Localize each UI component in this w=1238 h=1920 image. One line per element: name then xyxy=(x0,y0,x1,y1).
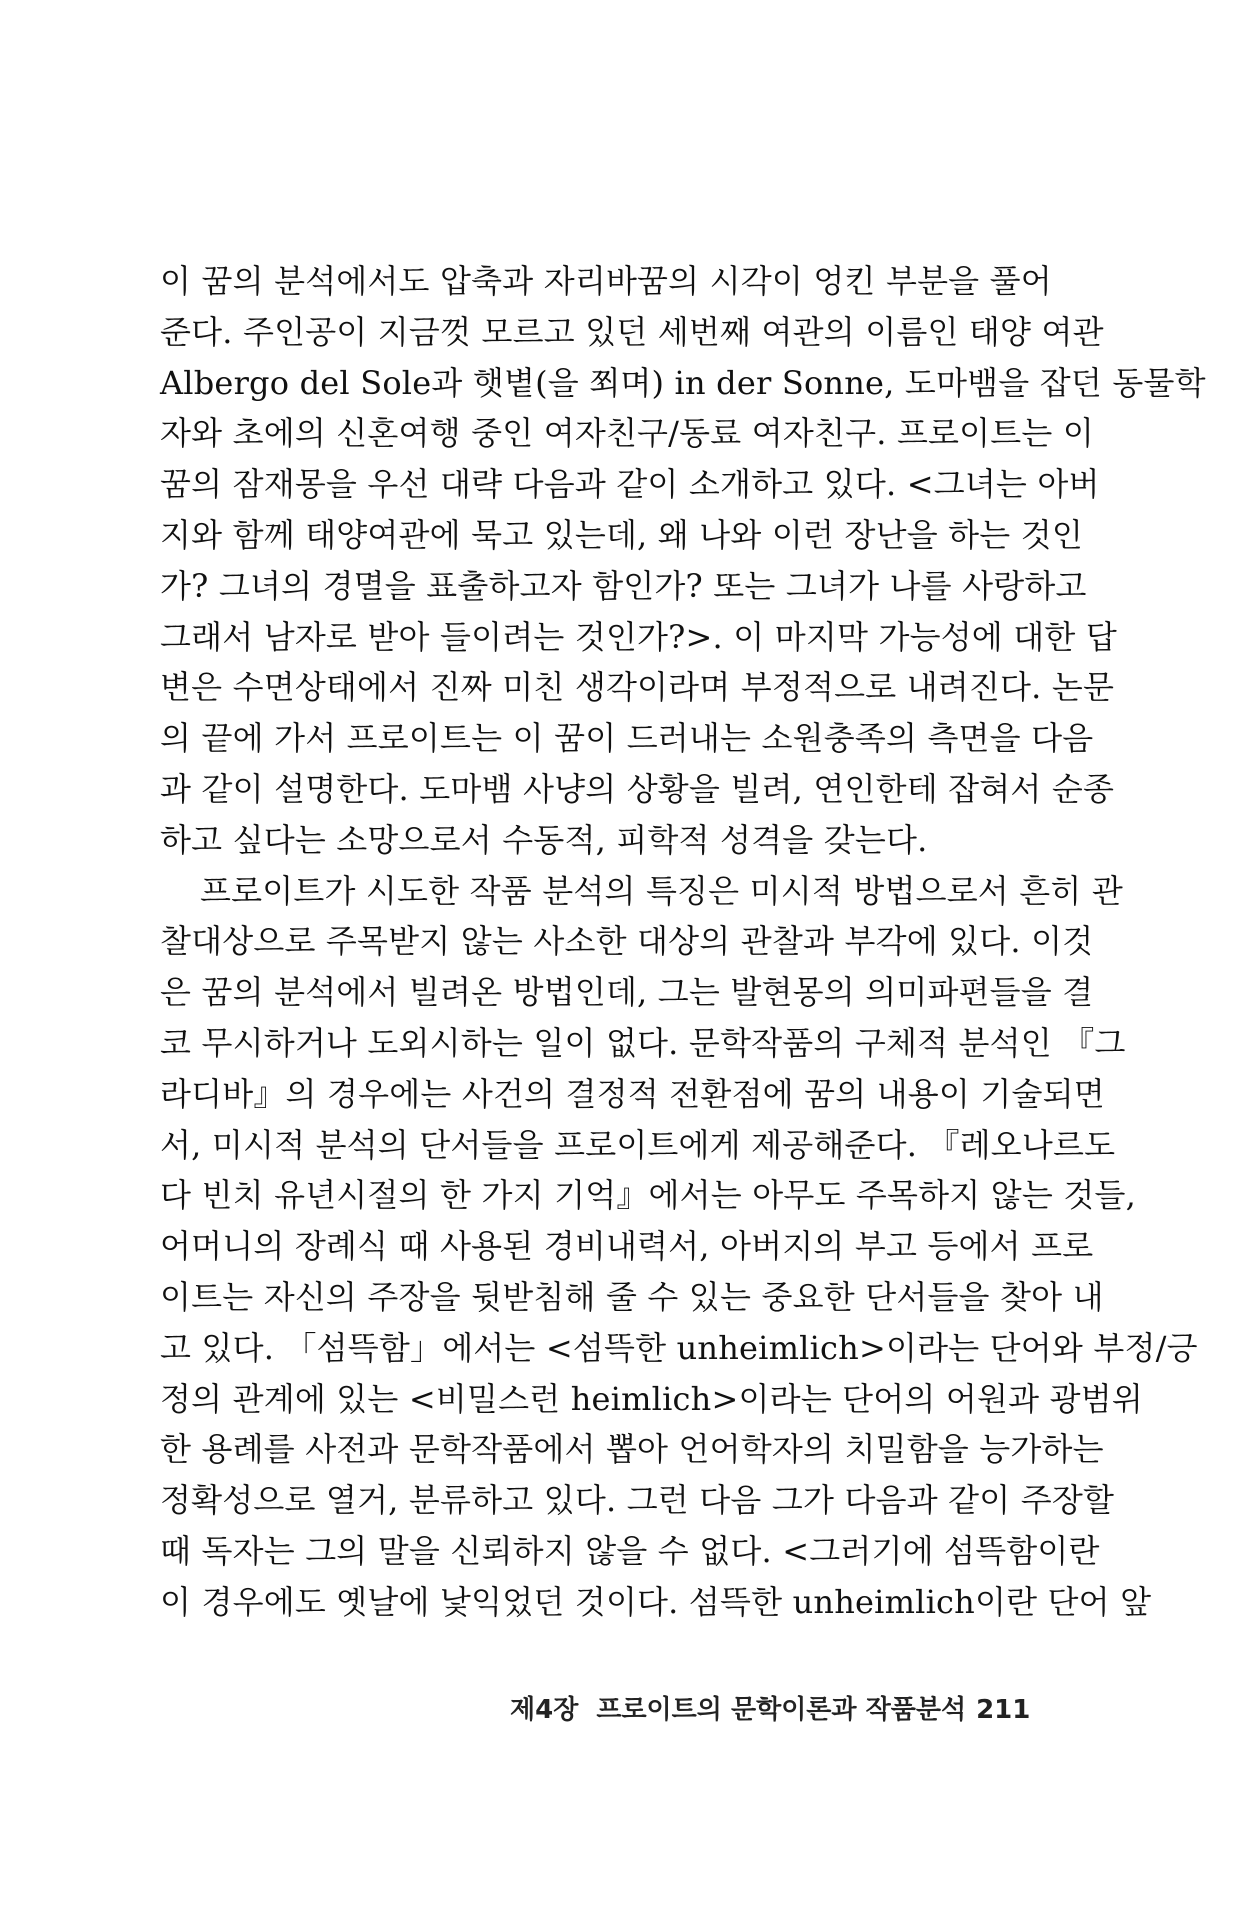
text-line: 이트는 자신의 주장을 뒷받침해 줄 수 있는 중요한 단서들을 찾아 내 xyxy=(160,1277,1104,1316)
text-line: 준다. 주인공이 지금껏 모르고 있던 세번째 여관의 이름인 태양 여관 xyxy=(160,312,1104,351)
text-line: 자와 초에의 신혼여행 중인 여자친구/동료 여자친구. 프로이트는 이 xyxy=(160,414,1094,453)
text-line: 라디바』의 경우에는 사건의 결정적 전환점에 꿈의 내용이 기술되면 xyxy=(160,1074,1105,1113)
paragraph-2 xyxy=(160,866,1198,1628)
text-line: 가? 그녀의 경멸을 표출하고자 함인가? 또는 그녀가 나를 사랑하고 xyxy=(160,566,1087,605)
text-line: 서, 미시적 분석의 단서들을 프로이트에게 제공해준다. 『레오나르도 xyxy=(160,1125,1116,1164)
text-line: 고 있다. 「섬뜩함」에서는 <섬뜩한 unheimlich>이라는 단어와 부정/긍 xyxy=(160,1328,1198,1367)
text-line: 꿈의 잠재몽을 우선 대략 다음과 같이 소개하고 있다. <그녀는 아버 xyxy=(160,465,1100,504)
text-line: 지와 함께 태양여관에 묵고 있는데, 왜 나와 이런 장난을 하는 것인 xyxy=(160,515,1084,554)
text-line: 코 무시하거나 도외시하는 일이 없다. 문학작품의 구체적 분석인 『그 xyxy=(160,1023,1126,1062)
chapter-label: 제4장 xyxy=(510,1695,579,1725)
text-line: 이 꿈의 분석에서도 압축과 자리바꿈의 시각이 엉킨 부분을 풀어 xyxy=(160,262,1052,300)
text-line: 한 용례를 사전과 문학작품에서 뽑아 언어학자의 치밀함을 능가하는 xyxy=(160,1430,1104,1469)
text-line: 은 꿈의 분석에서 빌려온 방법인데, 그는 발현몽의 의미파편들을 결 xyxy=(160,973,1094,1012)
text-line: 프로이트가 시도한 작품 분석의 특징은 미시적 방법으로서 흔히 관 xyxy=(200,871,1124,910)
text-line: 변은 수면상태에서 진짜 미친 생각이라며 부정적으로 내려진다. 논문 xyxy=(160,668,1115,707)
text-line: 어머니의 장례식 때 사용된 경비내력서, 아버지의 부고 등에서 프로 xyxy=(160,1227,1094,1266)
text-line: Albergo del Sole과 햇볕(을 쬐며) in der Sonne, 도마뱀을 잡던 동물학 xyxy=(160,363,1206,402)
text-line: 하고 싶다는 소망으로서 수동적, 피학적 성격을 갖는다. xyxy=(160,820,928,859)
text-line: 의 끝에 가서 프로이트는 이 꿈이 드러내는 소원충족의 측면을 다음 xyxy=(160,719,1094,758)
text-line: 정의 관계에 있는 <비밀스런 heimlich>이라는 단어의 어원과 광범위 xyxy=(160,1379,1143,1418)
paragraph-1 xyxy=(160,256,1206,866)
text-line: 때 독자는 그의 말을 신뢰하지 않을 수 없다. <그러기에 섬뜩함이란 xyxy=(160,1531,1100,1570)
chapter-title: 프로이트의 문학이론과 작품분석 xyxy=(596,1695,967,1725)
text-line: 정확성으로 열거, 분류하고 있다. 그런 다음 그가 다음과 같이 주장할 xyxy=(160,1481,1115,1520)
body-text xyxy=(160,256,1206,1628)
text-line: 찰대상으로 주목받지 않는 사소한 대상의 관찰과 부각에 있다. 이것 xyxy=(160,922,1094,961)
page-footer xyxy=(510,1688,1030,1732)
text-line: 과 같이 설명한다. 도마뱀 사냥의 상황을 빌려, 연인한테 잡혀서 순종 xyxy=(160,769,1115,808)
text-line: 그래서 남자로 받아 들이려는 것인가?>. 이 마지막 가능성에 대한 답 xyxy=(160,617,1118,656)
text-line: 다 빈치 유년시절의 한 가지 기억』에서는 아무도 주목하지 않는 것들, xyxy=(160,1176,1136,1215)
text-line: 이 경우에도 옛날에 낯익었던 것이다. 섬뜩한 unheimlich이란 단어 앞 xyxy=(160,1582,1152,1621)
page-number: 211 xyxy=(976,1695,1031,1725)
